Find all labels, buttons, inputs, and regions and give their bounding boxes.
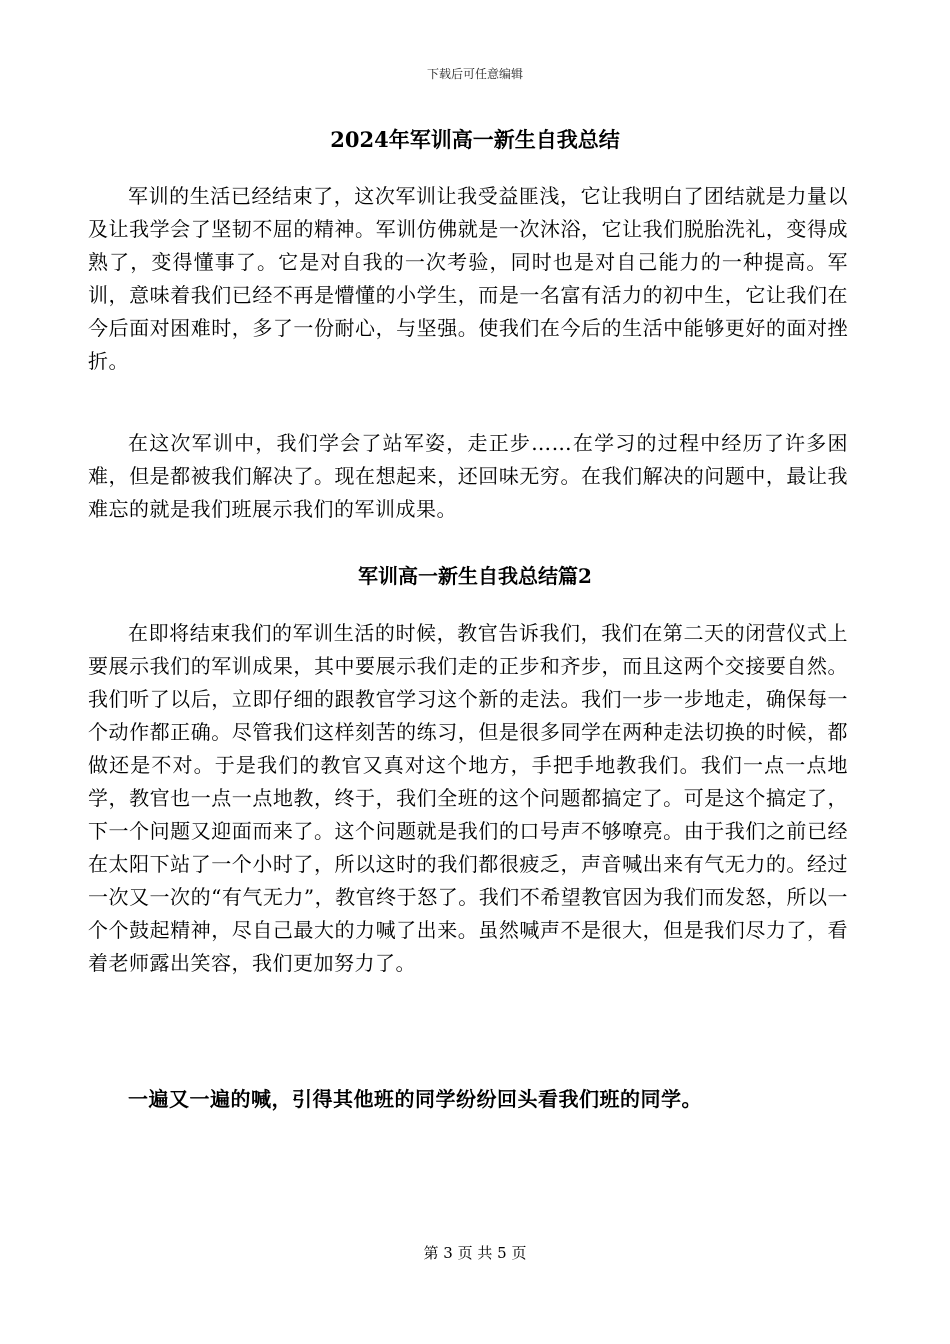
section-paragraph: 在即将结束我们的军训生活的时候，教官告诉我们，我们在第二天的闭营仪式上要展示我们的军训成果，其中要展示我们走的正步和齐步，而且这两个交接要自然。我们听了以后，立即仔细的跟教官学习这个新的走法。我们一步一步地走，确保每一个动作都正确。尽管我们这样刻苦的练习，但是很多同学在两种走法切换的时候，都做还是不对。于是我们的教官又真对这个地方，手把手地教我们。我们一点一点地学，教官也一点一点地教，终于，我们全班的这个问题都搞定了。可是这个搞定了，下一个问题又迎面而来了。这个问题就是我们的口号声不够嘹亮。由于我们之前已经在太阳下站了一个小时了，所以这时的我们都很疲乏，声音喊出来有气无力的。经过一次又一次的“有气无力”，教官终于怒了。我们不希望教官因为我们而发怒，所以一个个鼓起精神，尽自己最大的力喊了出来。虽然喊声不是很大，但是我们尽力了，看着老师露出笑容，我们更加努力了。 <box>88 621 848 975</box>
page-number: 第 3 页 共 5 页 <box>423 1244 527 1262</box>
document-title: 2024年军训高一新生自我总结 <box>330 127 620 152</box>
paragraph-1: 军训的生活已经结束了，这次军训让我受益匪浅，它让我明白了团结就是力量以及让我学会了坚韧不屈的精神。军训仿佛就是一次沐浴，它让我们脱胎洗礼，变得成熟了，变得懂事了。它是对自我的一次考验，同时也是对自己能力的一种提高。军训，意味着我们已经不再是懵懂的小学生，而是一名富有活力的初中生，它让我们在今后面对困难时，多了一份耐心，与坚强。使我们在今后的生活中能够更好的面对挫折。 <box>88 184 848 373</box>
bold-closing-line: 一遍又一遍的喊，引得其他班的同学纷纷回头看我们班的同学。 <box>128 1087 702 1111</box>
paragraph-2: 在这次军训中，我们学会了站军姿，走正步……在学习的过程中经历了许多困难，但是都被我们解决了。现在想起来，还回味无穷。在我们解决的问题中，最让我难忘的就是我们班展示我们的军训成果。 <box>88 431 848 521</box>
header-note: 下载后可任意编辑 <box>426 67 523 81</box>
section-title: 军训高一新生自我总结篇2 <box>358 564 592 588</box>
